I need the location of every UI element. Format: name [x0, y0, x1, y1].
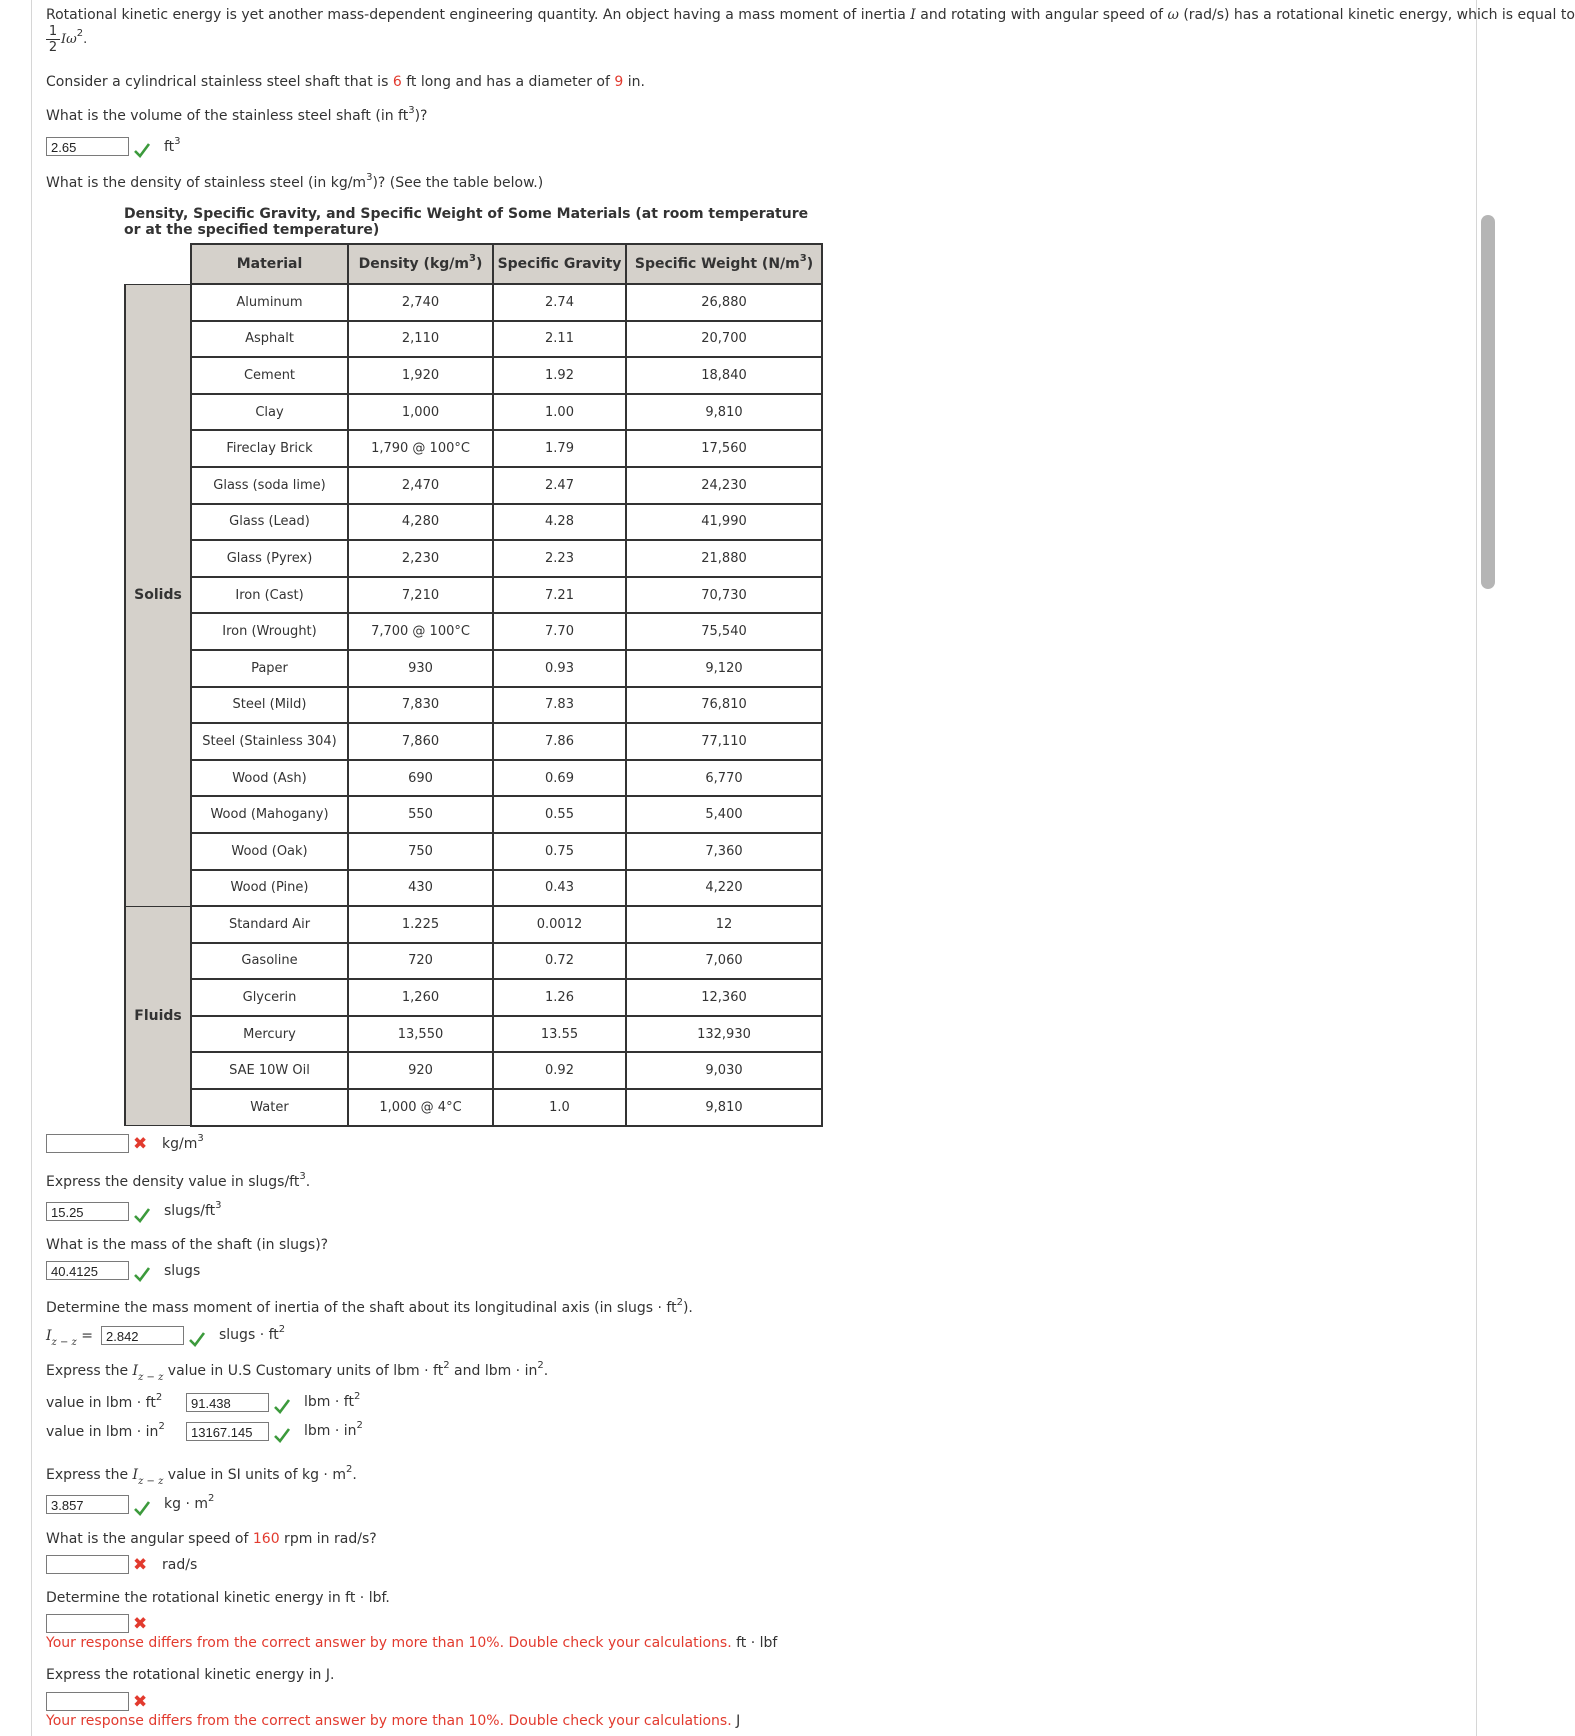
- lbm-in2-input[interactable]: 13167.145: [186, 1422, 269, 1441]
- material-cell: Gasoline: [191, 943, 348, 980]
- material-cell: Steel (Stainless 304): [191, 723, 348, 760]
- specific-gravity-cell: 13.55: [493, 1016, 626, 1053]
- density-cell: 1,000 @ 4°C: [348, 1089, 493, 1126]
- correct-check-icon: [134, 1267, 150, 1281]
- angular-speed-question: What is the angular speed of 160 rpm in rad/s?: [46, 1531, 377, 1547]
- angular-speed-unit: rad/s: [162, 1557, 198, 1573]
- inertia-label: $I_{z - z}$ =: [46, 1328, 93, 1348]
- table-row: [125, 796, 822, 833]
- specific-gravity-cell: 0.69: [493, 760, 626, 797]
- shaft-length-value: 6: [392, 74, 402, 90]
- angular-speed-input[interactable]: [46, 1555, 129, 1574]
- incorrect-x-icon: ✖: [133, 1134, 148, 1154]
- lbm-ft2-unit: lbm · $ft^2$: [304, 1391, 361, 1410]
- table-row: [125, 540, 822, 577]
- specific-weight-cell: 41,990: [626, 504, 822, 541]
- incorrect-x-icon: ✖: [133, 1692, 148, 1712]
- table-row: [125, 321, 822, 358]
- table-row: [125, 870, 822, 907]
- density-unit: $kg/m^3$: [162, 1133, 204, 1152]
- ke-j-input[interactable]: [46, 1692, 129, 1711]
- material-cell: Iron (Cast): [191, 577, 348, 614]
- si-unit: kg · $m^2$: [164, 1493, 215, 1512]
- material-cell: SAE 10W Oil: [191, 1052, 348, 1089]
- density-cell: 430: [348, 870, 493, 907]
- volume-unit: $ft^3$: [164, 136, 181, 155]
- density-cell: 930: [348, 650, 493, 687]
- incorrect-x-icon: ✖: [133, 1555, 148, 1575]
- density-cell: 2,230: [348, 540, 493, 577]
- correct-check-icon: [189, 1332, 205, 1346]
- table-row: [125, 613, 822, 650]
- table-row: [125, 943, 822, 980]
- density-cell: 720: [348, 943, 493, 980]
- lbm-in2-unit: lbm · $in^2$: [304, 1420, 363, 1439]
- specific-weight-cell: 75,540: [626, 613, 822, 650]
- material-cell: Glass (Pyrex): [191, 540, 348, 577]
- specific-gravity-cell: 1.0: [493, 1089, 626, 1126]
- ke-j-question: Express the rotational kinetic energy in J.: [46, 1667, 335, 1683]
- ke-ftlbf-feedback: Your response differs from the correct answer by more than 10%. Double check your calculations. ft · lbf: [46, 1635, 778, 1651]
- volume-input[interactable]: 2.65: [46, 137, 129, 156]
- density-slugs-question: Express the density value in slugs/$ft^3$.: [46, 1171, 311, 1190]
- density-cell: 1,790 @ 100°C: [348, 430, 493, 467]
- material-cell: Cement: [191, 357, 348, 394]
- correct-check-icon: [274, 1428, 290, 1442]
- density-slugs-input[interactable]: 15.25: [46, 1202, 129, 1221]
- correct-check-icon: [134, 1501, 150, 1515]
- specific-gravity-cell: 0.92: [493, 1052, 626, 1089]
- mass-unit: slugs: [164, 1263, 201, 1279]
- density-cell: 690: [348, 760, 493, 797]
- specific-gravity-cell: 0.55: [493, 796, 626, 833]
- column-header-density: Density $(kg/m^3)$: [348, 244, 493, 284]
- lbm-ft2-label: value in lbm · $ft^2$: [46, 1392, 163, 1411]
- density-cell: 1,000: [348, 394, 493, 431]
- specific-weight-cell: 24,230: [626, 467, 822, 504]
- table-row: [125, 833, 822, 870]
- correct-check-icon: [134, 143, 150, 157]
- material-cell: Paper: [191, 650, 348, 687]
- group-label-fluids: Fluids: [125, 906, 191, 1126]
- table-row: [125, 1016, 822, 1053]
- specific-gravity-cell: 2.74: [493, 284, 626, 321]
- specific-weight-cell: 9,810: [626, 1089, 822, 1126]
- specific-weight-cell: 12: [626, 906, 822, 943]
- density-cell: 2,740: [348, 284, 493, 321]
- content-frame-left-border: [31, 0, 32, 1736]
- inertia-input[interactable]: 2.842: [101, 1326, 184, 1345]
- intro-paragraph: Rotational kinetic energy is yet another mass-dependent engineering quantity. An object having a mass moment of inertia I and rotating with angular speed of ω (rad/s) has a rotational kinetic energy, which is equal to: [46, 7, 1575, 23]
- inertia-unit: slugs · $ft^2$: [219, 1324, 286, 1343]
- density-slugs-unit: slugs/$ft^3$: [164, 1200, 222, 1219]
- table-row: [125, 760, 822, 797]
- rpm-value: 160: [252, 1531, 280, 1547]
- lbm-ft2-input[interactable]: 91.438: [186, 1393, 269, 1412]
- material-cell: Iron (Wrought): [191, 613, 348, 650]
- specific-gravity-cell: 4.28: [493, 504, 626, 541]
- specific-gravity-cell: 7.70: [493, 613, 626, 650]
- specific-weight-cell: 7,060: [626, 943, 822, 980]
- specific-gravity-cell: 0.93: [493, 650, 626, 687]
- table-row: [125, 906, 822, 943]
- material-cell: Clay: [191, 394, 348, 431]
- specific-weight-cell: 70,730: [626, 577, 822, 614]
- specific-gravity-cell: 7.86: [493, 723, 626, 760]
- table-row: [125, 394, 822, 431]
- table-row: [125, 577, 822, 614]
- lbm-in2-label: value in lbm · $in^2$: [46, 1421, 165, 1440]
- table-caption: Density, Specific Gravity, and Specific Weight of Some Materials (at room temperature or at the specified temperature): [124, 206, 809, 238]
- density-cell: 7,830: [348, 687, 493, 724]
- specific-weight-cell: 77,110: [626, 723, 822, 760]
- ke-ftlbf-question: Determine the rotational kinetic energy in ft · lbf.: [46, 1590, 390, 1606]
- specific-gravity-cell: 1.26: [493, 979, 626, 1016]
- formula: $I\omega^2$.: [61, 28, 88, 47]
- mass-question: What is the mass of the shaft (in slugs)?: [46, 1237, 329, 1253]
- specific-gravity-cell: 0.72: [493, 943, 626, 980]
- table-row: [125, 467, 822, 504]
- density-cell: 920: [348, 1052, 493, 1089]
- density-cell: 7,210: [348, 577, 493, 614]
- specific-weight-cell: 17,560: [626, 430, 822, 467]
- formula-fraction: $\frac{1}{2}$: [46, 24, 60, 55]
- density-cell: 750: [348, 833, 493, 870]
- material-cell: Wood (Mahogany): [191, 796, 348, 833]
- density-cell: 550: [348, 796, 493, 833]
- specific-weight-cell: 18,840: [626, 357, 822, 394]
- table-row: [125, 504, 822, 541]
- us-units-question: Express the $I_{z - z}$ value in U.S Customary units of lbm · $ft^2$ and lbm · $in^2$.: [46, 1360, 549, 1383]
- materials-table: [124, 243, 823, 1127]
- incorrect-x-icon: ✖: [133, 1614, 148, 1634]
- table-row: [125, 1052, 822, 1089]
- material-cell: Water: [191, 1089, 348, 1126]
- specific-gravity-cell: 0.75: [493, 833, 626, 870]
- density-cell: 4,280: [348, 504, 493, 541]
- specific-weight-cell: 6,770: [626, 760, 822, 797]
- material-cell: Aluminum: [191, 284, 348, 321]
- specific-weight-cell: 21,880: [626, 540, 822, 577]
- material-cell: Wood (Pine): [191, 870, 348, 907]
- material-cell: Glass (soda lime): [191, 467, 348, 504]
- density-cell: 2,110: [348, 321, 493, 358]
- specific-weight-cell: 132,930: [626, 1016, 822, 1053]
- specific-gravity-cell: 0.43: [493, 870, 626, 907]
- material-cell: Steel (Mild): [191, 687, 348, 724]
- specific-weight-cell: 9,810: [626, 394, 822, 431]
- table-row: [125, 723, 822, 760]
- table-row: [125, 979, 822, 1016]
- volume-question: What is the volume of the stainless steel shaft (in $ft^3$)?: [46, 105, 428, 124]
- specific-gravity-cell: 2.23: [493, 540, 626, 577]
- density-cell: 7,860: [348, 723, 493, 760]
- material-cell: Standard Air: [191, 906, 348, 943]
- specific-gravity-cell: 0.0012: [493, 906, 626, 943]
- group-label-solids: Solids: [125, 284, 191, 906]
- table-row: [125, 1089, 822, 1126]
- specific-weight-cell: 9,120: [626, 650, 822, 687]
- specific-weight-cell: 20,700: [626, 321, 822, 358]
- density-cell: 1.225: [348, 906, 493, 943]
- problem-statement: Consider a cylindrical stainless steel shaft that is 6 ft long and has a diameter of 9 in.: [46, 74, 645, 90]
- ke-ftlbf-input[interactable]: [46, 1614, 129, 1633]
- specific-weight-cell: 4,220: [626, 870, 822, 907]
- column-header-specific-weight: Specific Weight $(N/m^3)$: [626, 244, 822, 284]
- material-cell: Fireclay Brick: [191, 430, 348, 467]
- specific-gravity-cell: 1.92: [493, 357, 626, 394]
- material-cell: Glass (Lead): [191, 504, 348, 541]
- density-input[interactable]: [46, 1134, 129, 1153]
- shaft-diameter-value: 9: [614, 74, 624, 90]
- density-cell: 1,260: [348, 979, 493, 1016]
- specific-gravity-cell: 1.00: [493, 394, 626, 431]
- si-units-question: Express the $I_{z - z}$ value in SI units of kg · $m^2$.: [46, 1464, 357, 1487]
- material-cell: Asphalt: [191, 321, 348, 358]
- si-input[interactable]: 3.857: [46, 1495, 129, 1514]
- specific-weight-cell: 26,880: [626, 284, 822, 321]
- specific-gravity-cell: 7.21: [493, 577, 626, 614]
- table-row: [125, 357, 822, 394]
- table-row: [125, 284, 822, 321]
- inertia-question: Determine the mass moment of inertia of the shaft about its longitudinal axis (in slugs · $ft^2$).: [46, 1297, 693, 1316]
- column-header-material: Material: [191, 244, 348, 284]
- material-cell: Mercury: [191, 1016, 348, 1053]
- ke-j-feedback: Your response differs from the correct answer by more than 10%. Double check your calculations. J: [46, 1713, 741, 1729]
- table-row: [125, 650, 822, 687]
- specific-gravity-cell: 2.47: [493, 467, 626, 504]
- specific-weight-cell: 9,030: [626, 1052, 822, 1089]
- specific-gravity-cell: 1.79: [493, 430, 626, 467]
- density-cell: 1,920: [348, 357, 493, 394]
- material-cell: Wood (Oak): [191, 833, 348, 870]
- specific-gravity-cell: 7.83: [493, 687, 626, 724]
- density-question: What is the density of stainless steel (in $kg/m^3$)? (See the table below.): [46, 172, 544, 191]
- mass-input[interactable]: 40.4125: [46, 1261, 129, 1280]
- specific-weight-cell: 5,400: [626, 796, 822, 833]
- specific-weight-cell: 7,360: [626, 833, 822, 870]
- density-cell: 13,550: [348, 1016, 493, 1053]
- scrollbar-thumb[interactable]: [1481, 215, 1495, 589]
- density-cell: 2,470: [348, 467, 493, 504]
- density-cell: 7,700 @ 100°C: [348, 613, 493, 650]
- specific-gravity-cell: 2.11: [493, 321, 626, 358]
- specific-weight-cell: 12,360: [626, 979, 822, 1016]
- material-cell: Glycerin: [191, 979, 348, 1016]
- material-cell: Wood (Ash): [191, 760, 348, 797]
- correct-check-icon: [274, 1399, 290, 1413]
- correct-check-icon: [134, 1208, 150, 1222]
- table-row: [125, 430, 822, 467]
- column-header-specific-gravity: Specific Gravity: [493, 244, 626, 284]
- table-row: [125, 687, 822, 724]
- specific-weight-cell: 76,810: [626, 687, 822, 724]
